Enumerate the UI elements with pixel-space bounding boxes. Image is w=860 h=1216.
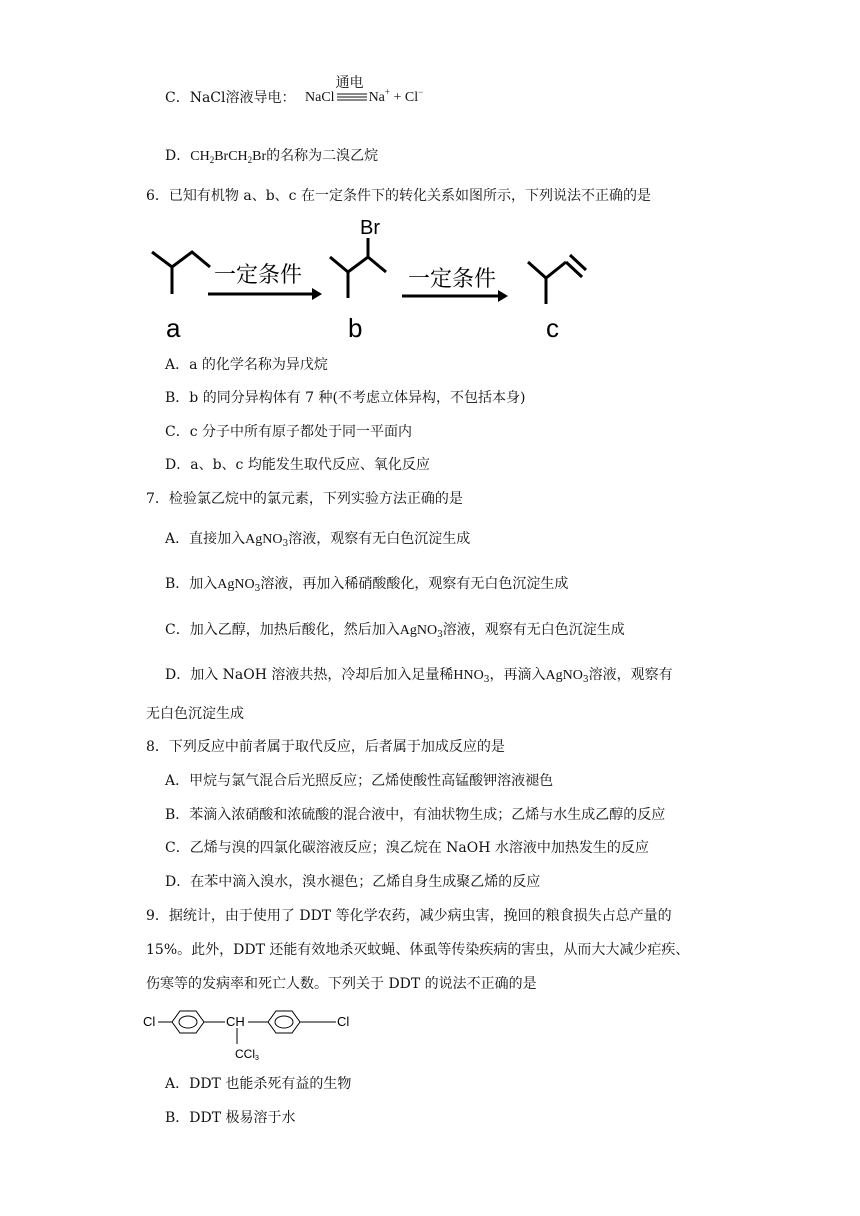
formula: AgNO [217, 577, 255, 592]
option-text: 溶液，观察有 [588, 667, 673, 683]
ddt-ccl3 [235, 1047, 259, 1062]
option-text: 溶液，观察有无白色沉淀生成 [288, 531, 471, 547]
formula: HNO [453, 668, 484, 683]
option-text: D．加入 NaOH 溶液共热，冷却后加入足量稀 [165, 667, 454, 683]
formula: AgNO [245, 532, 283, 547]
na-charge: + [384, 87, 390, 97]
formula [190, 149, 266, 164]
subscript: 3 [483, 675, 490, 685]
subscript: 2 [247, 155, 253, 165]
reaction-condition: 通电 [335, 76, 364, 91]
molecule-b-skeleton [330, 257, 386, 272]
subscript: 3 [254, 584, 261, 594]
arrow1-condition: 一定条件 [214, 262, 303, 287]
arrow1-head-icon [312, 288, 322, 300]
arrow2-condition: 一定条件 [408, 266, 497, 291]
label-b: b [348, 313, 363, 342]
question-9-stem-line-3: 伤寒等的发病率和死亡人数。下列关于 DDT 的说法不正确的是 [146, 976, 537, 992]
reaction-scheme-figure [140, 212, 620, 342]
option-text: 的名称为二溴乙烷 [266, 148, 379, 164]
option-label: C．NaCl溶液导电： [165, 90, 296, 106]
ddt-ch: CH [226, 1014, 245, 1029]
benzene-ring-right-icon [268, 1011, 300, 1033]
formula-part: BrCH [214, 149, 248, 164]
q6-option-d: D．a、b、c 均能发生取代反应、氧化反应 [165, 457, 430, 473]
q7-option-d-continuation: 无白色沉淀生成 [146, 706, 244, 722]
q6-option-b: B．b 的同分异构体有 7 种(不考虑立体异构，不包括本身) [165, 390, 526, 406]
formula-part: CH [190, 149, 210, 164]
q8-option-a: A．甲烷与氯气混合后光照反应；乙烯使酸性高锰酸钾溶液褪色 [165, 773, 554, 789]
formula-part: Br [252, 149, 267, 164]
q8-option-d: D．在苯中滴入溴水，溴水褪色；乙烯自身生成聚乙烯的反应 [165, 874, 541, 890]
q7-option-b [165, 574, 568, 595]
formula: AgNO [545, 668, 583, 683]
question-7-stem: 7．检验氯乙烷中的氯元素，下列实验方法正确的是 [146, 491, 463, 507]
ccl-subscript: 3 [255, 1055, 259, 1062]
cl-charge: − [418, 87, 424, 97]
arrow2-head-icon [498, 290, 508, 302]
reaction-condition-group [335, 76, 369, 108]
formula-plus: + [389, 90, 405, 105]
formula-na: Na [368, 90, 385, 105]
q6-option-a: A．a 的化学名称为异戊烷 [165, 357, 328, 373]
option-label: D． [165, 148, 191, 164]
q7-option-c [165, 620, 625, 641]
option-text: 溶液，观察有无白色沉淀生成 [442, 622, 625, 638]
q5-option-d [165, 146, 378, 167]
ring-inner [275, 1016, 293, 1028]
label-c: c [546, 313, 559, 342]
subscript: 3 [282, 539, 289, 549]
question-8-stem: 8．下列反应中前者属于取代反应，后者属于加成反应的是 [146, 739, 505, 755]
q9-option-a: A．DDT 也能杀死有益的生物 [165, 1076, 352, 1092]
option-text: ，再滴入 [489, 667, 546, 683]
subscript: 2 [209, 155, 215, 165]
subscript: 3 [437, 630, 443, 640]
br-label: Br [360, 217, 380, 239]
molecule-c-skeleton [528, 262, 566, 278]
ddt-cl-right: Cl [337, 1014, 350, 1029]
question-9-stem-line-2: 15%。此外，DDT 还能有效地杀灭蚊蝇、体虱等传染疾病的害虫，从而大大减少疟疾、 [146, 942, 690, 958]
label-a: a [166, 313, 181, 342]
option-text: C．加入乙醇，加热后酸化，然后加入 [165, 622, 400, 638]
q8-option-c: C．乙烯与溴的四氯化碳溶液反应；溴乙烷在 NaOH 水溶液中加热发生的反应 [165, 840, 649, 856]
q7-option-d [165, 665, 673, 686]
electrolysis-equation [305, 76, 424, 108]
subscript: 3 [582, 675, 589, 685]
ddt-structure-figure [140, 1008, 370, 1064]
q9-option-b: B．DDT 极易溶于水 [165, 1110, 296, 1126]
benzene-ring-left-icon [172, 1011, 204, 1033]
formula-cl: Cl [404, 90, 419, 105]
ddt-cl-left: Cl [143, 1014, 156, 1029]
q6-option-c: C．c 分子中所有原子都处于同一平面内 [165, 424, 413, 440]
q7-option-a [165, 529, 470, 550]
formula-lhs: NaCl [305, 90, 335, 105]
option-text: 溶液，再加入稀硝酸酸化，观察有无白色沉淀生成 [260, 576, 569, 592]
option-text: A．直接加入 [165, 531, 246, 547]
q5-option-c [165, 88, 296, 108]
question-9-stem-line-1: 9．据统计，由于使用了 DDT 等化学农药，减少病虫害，挽回的粮食损失占总产量的 [146, 908, 672, 924]
formula: AgNO [399, 623, 438, 638]
molecule-a-skeleton [152, 252, 210, 267]
equals-sign-icon [335, 88, 369, 108]
ccl-text: CCl [235, 1047, 255, 1061]
question-6-stem: 6．已知有机物 a、b、c 在一定条件下的转化关系如图所示，下列说法不正确的是 [146, 188, 651, 204]
ring-inner [179, 1016, 197, 1028]
q8-option-b: B．苯滴入浓硝酸和浓硫酸的混合液中，有油状物生成；乙烯与水生成乙醇的反应 [165, 807, 666, 823]
option-text: B．加入 [165, 576, 218, 592]
